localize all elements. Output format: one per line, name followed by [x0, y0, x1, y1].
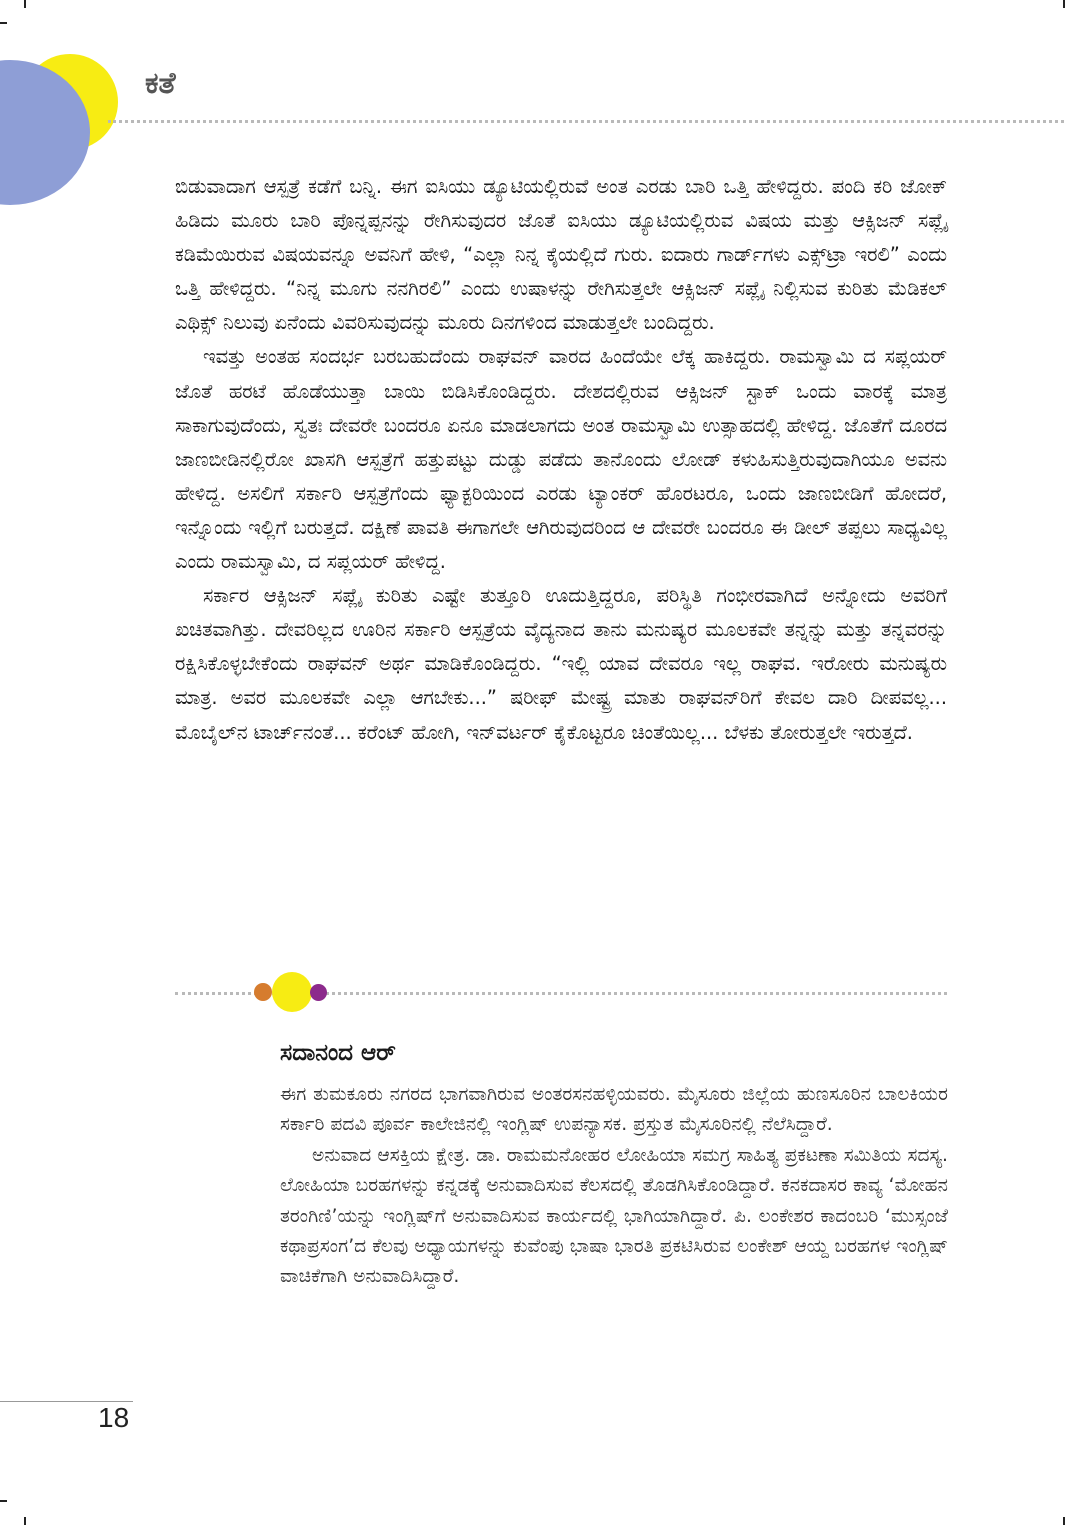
bio-paragraph: ಈಗ ತುಮಕೂರು ನಗರದ ಭಾಗವಾಗಿರುವ ಅಂತರಸನಹಳ್ಳಿಯವರು. ಮೈಸೂರು ಜಿಲ್ಲೆಯ ಹುಣಸೂರಿನ ಬಾಲಕಿಯರ ಸರ್ಕಾರಿ ಪದವಿ ಪೂರ್ವ ಕಾಲೇಜಿನಲ್ಲಿ ಇಂಗ್ಲಿಷ್ ಉಪನ್ಯಾಸಕ. ಪ್ರಸ್ತುತ ಮೈಸೂರಿನಲ್ಲಿ ನೆಲೆಸಿದ್ದಾರೆ. — [280, 1084, 948, 1136]
crop-mark — [0, 1500, 7, 1502]
section-label: ಕತೆ — [145, 66, 176, 101]
page-number: 18 — [98, 1402, 130, 1433]
purple-dot-decoration — [310, 984, 327, 1001]
yellow-dot-decoration — [272, 972, 312, 1012]
crop-mark — [24, 0, 26, 8]
bio-paragraph: ಅನುವಾದ ಆಸಕ್ತಿಯ ಕ್ಷೇತ್ರ. ಡಾ. ರಾಮಮನೋಹರ ಲೋಹಿಯಾ ಸಮಗ್ರ ಸಾಹಿತ್ಯ ಪ್ರಕಟಣಾ ಸಮಿತಿಯ ಸದಸ್ಯ. ಲೋಹಿಯಾ ಬರಹಗಳನ್ನು ಕನ್ನಡಕ್ಕೆ ಅನುವಾದಿಸುವ ಕೆಲಸದಲ್ಲಿ ತೊಡಗಿಸಿಕೊಂಡಿದ್ದಾರೆ. ಕನಕದಾಸರ ಕಾವ್ಯ ‘ಮೋಹನ ತರಂಗಿಣಿ’ಯನ್ನು ಇಂಗ್ಲಿಷ್‌ಗೆ ಅನುವಾದಿಸುವ ಕಾರ್ಯದಲ್ಲಿ ಭಾಗಿಯಾಗಿದ್ದಾರೆ. ಪಿ. ಲಂಕೇಶರ ಕಾದಂಬರಿ ‘ಮುಸ್ಸಂಜೆ ಕಥಾಪ್ರಸಂಗ’ದ ಕೆಲವು ಅಧ್ಯಾಯಗಳನ್ನು ಕುವೆಂಪು ಭಾಷಾ ಭಾರತಿ ಪ್ರಕಟಿಸಿರುವ ಲಂಕೇಶ್ ಆಯ್ದ ಬರಹಗಳ ಇಂಗ್ಲಿಷ್ ವಾಚಿಕೆಗಾಗಿ ಅನುವಾದಿಸಿದ್ದಾರೆ. — [280, 1144, 948, 1288]
story-paragraph: ಇವತ್ತು ಅಂತಹ ಸಂದರ್ಭ ಬರಬಹುದೆಂದು ರಾಘವನ್ ವಾರದ ಹಿಂದೆಯೇ ಲೆಕ್ಕ ಹಾಕಿದ್ದರು. ರಾಮಸ್ವಾಮಿ ದ ಸಪ್ಲಯರ್ ಜೊತೆ ಹರಟೆ ಹೊಡೆಯುತ್ತಾ ಬಾಯಿ ಬಿಡಿಸಿಕೊಂಡಿದ್ದರು. ದೇಶದಲ್ಲಿರುವ ಆಕ್ಸಿಜನ್ ಸ್ಟಾಕ್ ಒಂದು ವಾರಕ್ಕೆ ಮಾತ್ರ ಸಾಕಾಗುವುದೆಂದು, ಸ್ವತಃ ದೇವರೇ ಬಂದರೂ ಏನೂ ಮಾಡಲಾಗದು ಅಂತ ರಾಮಸ್ವಾಮಿ ಉತ್ಸಾಹದಲ್ಲಿ ಹೇಳಿದ್ದ. ಜೊತೆಗೆ ದೂರದ ಜಾಣಬೀಡಿನಲ್ಲಿರೋ ಖಾಸಗಿ ಆಸ್ಪತ್ರೆಗೆ ಹತ್ತುಪಟ್ಟು ದುಡ್ಡು ಪಡೆದು ತಾನೊಂದು ಲೋಡ್ ಕಳುಹಿಸುತ್ತಿರುವುದಾಗಿಯೂ ಅವನು ಹೇಳಿದ್ದ. ಅಸಲಿಗೆ ಸರ್ಕಾರಿ ಆಸ್ಪತ್ರೆಗೆಂದು ಫ್ಯಾಕ್ಟರಿಯಿಂದ ಎರಡು ಟ್ಯಾಂಕರ್ ಹೊರಟರೂ, ಒಂದು ಜಾಣಬೀಡಿಗೆ ಹೋದರೆ, ಇನ್ನೊಂದು ಇಲ್ಲಿಗೆ ಬರುತ್ತದೆ. ದಕ್ಷಿಣೆ ಪಾವತಿ ಈಗಾಗಲೇ ಆಗಿರುವುದರಿಂದ ಆ ದೇವರೇ ಬಂದರೂ ಈ ಡೀಲ್ ತಪ್ಪಲು ಸಾಧ್ಯವಿಲ್ಲ ಎಂದು ರಾಮಸ್ವಾಮಿ, ದ ಸಪ್ಲಯರ್ ಹೇಳಿದ್ದ. — [175, 345, 947, 574]
header-dotted-rule — [108, 120, 1064, 123]
story-paragraph: ಬಿಡುವಾದಾಗ ಆಸ್ಪತ್ರೆ ಕಡೆಗೆ ಬನ್ನಿ. ಈಗ ಐಸಿಯು ಡ್ಯೂಟಿಯಲ್ಲಿರುವೆ ಅಂತ ಎರಡು ಬಾರಿ ಒತ್ತಿ ಹೇಳಿದ್ದರು. ಪಂದಿ ಕರಿ ಜೋಕ್ ಹಿಡಿದು ಮೂರು ಬಾರಿ ಪೊನ್ನಪ್ಪನನ್ನು ರೇಗಿಸುವುದರ ಜೊತೆ ಐಸಿಯು ಡ್ಯೂಟಿಯಲ್ಲಿರುವ ವಿಷಯ ಮತ್ತು ಆಕ್ಸಿಜನ್ ಸಪ್ಲೈ ಕಡಿಮೆಯಿರುವ ವಿಷಯವನ್ನೂ ಅವನಿಗೆ ಹೇಳಿ, “ಎಲ್ಲಾ ನಿನ್ನ ಕೈಯಲ್ಲಿದೆ ಗುರು. ಐದಾರು ಗಾರ್ಡ್‌ಗಳು ಎಕ್ಸ್‌ಟ್ರಾ ಇರಲಿ” ಎಂದು ಒತ್ತಿ ಹೇಳಿದ್ದರು. “ನಿನ್ನ ಮೂಗು ನನಗಿರಲಿ” ಎಂದು ಉಷಾಳನ್ನು ರೇಗಿಸುತ್ತಲೇ ಆಕ್ಸಿಜನ್ ಸಪ್ಲೈ ನಿಲ್ಲಿಸುವ ಕುರಿತು ಮೆಡಿಕಲ್ ಎಥಿಕ್ಸ್ ನಿಲುವು ಏನೆಂದು ವಿವರಿಸುವುದನ್ನು ಮೂರು ದಿನಗಳಿಂದ ಮಾಡುತ್ತಲೇ ಬಂದಿದ್ದರು. — [175, 175, 947, 335]
author-bio — [280, 1080, 948, 1293]
story-paragraph: ಸರ್ಕಾರ ಆಕ್ಸಿಜನ್ ಸಪ್ಲೈ ಕುರಿತು ಎಷ್ಟೇ ತುತ್ತೂರಿ ಊದುತ್ತಿದ್ದರೂ, ಪರಿಸ್ಥಿತಿ ಗಂಭೀರವಾಗಿದೆ ಅನ್ನೋದು ಅವರಿಗೆ ಖಚಿತವಾಗಿತ್ತು. ದೇವರಿಲ್ಲದ ಊರಿನ ಸರ್ಕಾರಿ ಆಸ್ಪತ್ರೆಯ ವೈದ್ಯನಾದ ತಾನು ಮನುಷ್ಯರ ಮೂಲಕವೇ ತನ್ನನ್ನು ಮತ್ತು ತನ್ನವರನ್ನು ರಕ್ಷಿಸಿಕೊಳ್ಳಬೇಕೆಂದು ರಾಘವನ್ ಅರ್ಥ ಮಾಡಿಕೊಂಡಿದ್ದರು. “ಇಲ್ಲಿ ಯಾವ ದೇವರೂ ಇಲ್ಲ ರಾಘವ. ಇರೋರು ಮನುಷ್ಯರು ಮಾತ್ರ. ಅವರ ಮೂಲಕವೇ ಎಲ್ಲಾ ಆಗಬೇಕು...” ಷರೀಫ್ ಮೇಷ್ಟ್ರ ಮಾತು ರಾಘವನ್‌ರಿಗೆ ಕೇವಲ ದಾರಿ ದೀಪವಲ್ಲ... ಮೊಬೈಲ್‌ನ ಟಾರ್ಚ್‌ನಂತೆ... ಕರೆಂಟ್ ಹೋಗಿ, ಇನ್‌ವರ್ಟರ್ ಕೈಕೊಟ್ಟರೂ ಚಿಂತೆಯಿಲ್ಲ... ಬೆಳಕು ತೋರುತ್ತಲೇ ಇರುತ್ತದೆ. — [175, 584, 947, 744]
crop-mark — [24, 1517, 26, 1525]
crop-mark — [1063, 1517, 1065, 1525]
author-name: ಸದಾನಂದ ಆರ್ — [280, 1040, 396, 1066]
crop-mark — [1063, 0, 1065, 8]
story-text — [175, 170, 947, 750]
crop-mark — [0, 22, 7, 24]
orange-dot-decoration — [254, 983, 272, 1001]
